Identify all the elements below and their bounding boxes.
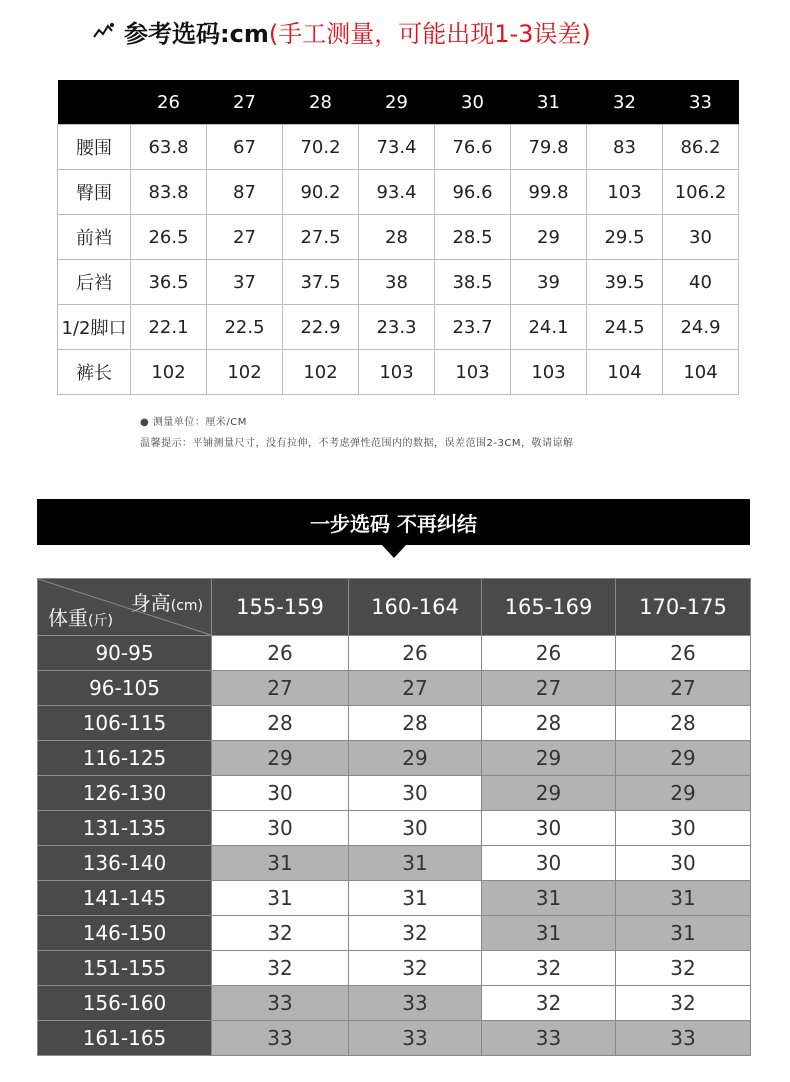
recommended-size-cell: 32 [212,916,349,951]
recommended-size-cell: 29 [616,741,751,776]
weight-axis-label: 体重(斤) [48,606,113,630]
measurement-value: 103 [359,350,435,395]
page-title [92,14,591,48]
measurement-label: 前裆 [58,215,131,260]
measurement-value: 29 [511,215,587,260]
measurement-tip-note: 温馨提示：平铺测量尺寸，没有拉伸，不考虑弹性范围内的数据，误差范围2-3CM，敬请谅解 [140,438,574,449]
measurement-value: 30 [663,215,739,260]
size-guide-banner: 一步选码 不再纠结 [37,499,750,545]
measurement-value: 24.1 [511,305,587,350]
size-header-cell: 27 [207,80,283,125]
recommended-size-cell: 33 [212,986,349,1021]
measurement-value: 29.5 [587,215,663,260]
size-row [58,170,739,215]
recommended-size-cell: 28 [212,706,349,741]
measurement-label: 裤长 [58,350,131,395]
measurement-value: 73.4 [359,125,435,170]
weight-range-label: 136-140 [38,846,212,881]
measurement-value: 24.9 [663,305,739,350]
recommended-size-cell: 29 [616,776,751,811]
height-range-header: 165-169 [482,579,616,636]
weight-range-label: 151-155 [38,951,212,986]
recommended-size-cell: 26 [482,636,616,671]
measurement-value: 93.4 [359,170,435,215]
size-recommendation-table [37,578,751,1056]
measurement-value: 79.8 [511,125,587,170]
title-main: 参考选码:cm [124,19,269,48]
measurement-value: 37.5 [283,260,359,305]
measurement-value: 83 [587,125,663,170]
measurement-value: 99.8 [511,170,587,215]
size-row [58,260,739,305]
height-range-header: 155-159 [212,579,349,636]
recommended-size-cell: 29 [212,741,349,776]
measurement-value: 67 [207,125,283,170]
size-header-row [58,80,739,125]
weight-range-label: 131-135 [38,811,212,846]
measurement-value: 38.5 [435,260,511,305]
size-header-cell: 26 [131,80,207,125]
banner-pointer [382,545,406,558]
chart-row [38,846,751,881]
title-note: (手工测量，可能出现1-3误差) [268,19,591,48]
weight-range-label: 141-145 [38,881,212,916]
measurement-value: 39 [511,260,587,305]
measurement-unit-note: ● 测量单位：厘米/CM [140,417,247,428]
measurement-value: 104 [663,350,739,395]
recommended-size-cell: 30 [212,811,349,846]
recommended-size-cell: 31 [349,846,482,881]
size-row [58,350,739,395]
recommended-size-cell: 30 [349,776,482,811]
recommended-size-cell: 29 [349,741,482,776]
weight-range-label: 156-160 [38,986,212,1021]
recommended-size-cell: 30 [349,811,482,846]
size-header-cell: 33 [663,80,739,125]
chart-row [38,671,751,706]
measurement-value: 86.2 [663,125,739,170]
chart-row [38,776,751,811]
size-row [58,215,739,260]
size-header-cell: 30 [435,80,511,125]
measurement-value: 103 [435,350,511,395]
measurement-value: 102 [131,350,207,395]
weight-range-label: 126-130 [38,776,212,811]
chart-row [38,881,751,916]
recommended-size-cell: 32 [212,951,349,986]
recommended-size-cell: 33 [482,1021,616,1056]
recommended-size-cell: 27 [482,671,616,706]
chart-corner-cell [38,579,212,636]
measurement-value: 39.5 [587,260,663,305]
measurement-label: 腰围 [58,125,131,170]
recommended-size-cell: 27 [349,671,482,706]
measurement-value: 106.2 [663,170,739,215]
recommended-size-cell: 26 [616,636,751,671]
height-axis-label: 身高(cm) [130,591,203,615]
measurement-value: 22.1 [131,305,207,350]
recommended-size-cell: 30 [616,846,751,881]
measurement-value: 22.9 [283,305,359,350]
chart-row [38,741,751,776]
recommended-size-cell: 28 [349,706,482,741]
recommended-size-cell: 33 [349,1021,482,1056]
chart-header-row [38,579,751,636]
recommended-size-cell: 30 [482,846,616,881]
height-range-header: 170-175 [616,579,751,636]
recommended-size-cell: 32 [482,951,616,986]
chart-row [38,986,751,1021]
measurement-value: 23.3 [359,305,435,350]
measurement-value: 38 [359,260,435,305]
recommended-size-cell: 33 [616,1021,751,1056]
size-header-corner [58,80,131,125]
size-row [58,125,739,170]
recommended-size-cell: 32 [349,916,482,951]
recommended-size-cell: 32 [482,986,616,1021]
recommended-size-cell: 31 [212,881,349,916]
chart-row [38,811,751,846]
recommended-size-cell: 31 [482,916,616,951]
chart-row [38,916,751,951]
measurement-value: 76.6 [435,125,511,170]
size-header-cell: 28 [283,80,359,125]
recommended-size-cell: 32 [616,986,751,1021]
measurement-value: 27 [207,215,283,260]
recommended-size-cell: 32 [349,951,482,986]
recommended-size-cell: 27 [212,671,349,706]
recommended-size-cell: 28 [482,706,616,741]
size-measurement-table [57,80,739,395]
measurement-value: 87 [207,170,283,215]
recommended-size-cell: 30 [616,811,751,846]
size-header-cell: 31 [511,80,587,125]
recommended-size-cell: 29 [482,741,616,776]
size-row [58,305,739,350]
measurement-label: 后裆 [58,260,131,305]
recommended-size-cell: 31 [616,916,751,951]
ruler-wave-icon [92,21,116,41]
recommended-size-cell: 30 [482,811,616,846]
measurement-value: 90.2 [283,170,359,215]
measurement-value: 104 [587,350,663,395]
measurement-value: 27.5 [283,215,359,260]
measurement-value: 96.6 [435,170,511,215]
measurement-value: 103 [587,170,663,215]
weight-range-label: 106-115 [38,706,212,741]
weight-range-label: 146-150 [38,916,212,951]
recommended-size-cell: 31 [616,881,751,916]
size-header-cell: 32 [587,80,663,125]
measurement-value: 63.8 [131,125,207,170]
recommended-size-cell: 31 [349,881,482,916]
measurement-value: 23.7 [435,305,511,350]
measurement-value: 70.2 [283,125,359,170]
weight-range-label: 90-95 [38,636,212,671]
measurement-value: 28 [359,215,435,260]
weight-range-label: 161-165 [38,1021,212,1056]
weight-range-label: 116-125 [38,741,212,776]
chart-row [38,1021,751,1056]
chart-row [38,636,751,671]
chart-row [38,951,751,986]
recommended-size-cell: 31 [212,846,349,881]
size-header-cell: 29 [359,80,435,125]
measurement-value: 40 [663,260,739,305]
recommended-size-cell: 29 [482,776,616,811]
measurement-value: 26.5 [131,215,207,260]
measurement-value: 102 [207,350,283,395]
measurement-value: 102 [283,350,359,395]
weight-range-label: 96-105 [38,671,212,706]
measurement-value: 83.8 [131,170,207,215]
recommended-size-cell: 30 [212,776,349,811]
recommended-size-cell: 33 [212,1021,349,1056]
height-range-header: 160-164 [349,579,482,636]
measurement-value: 28.5 [435,215,511,260]
recommended-size-cell: 31 [482,881,616,916]
measurement-label: 1/2脚口 [58,305,131,350]
measurement-value: 22.5 [207,305,283,350]
chart-row [38,706,751,741]
recommended-size-cell: 32 [616,951,751,986]
recommended-size-cell: 33 [349,986,482,1021]
recommended-size-cell: 27 [616,671,751,706]
measurement-value: 24.5 [587,305,663,350]
recommended-size-cell: 26 [349,636,482,671]
recommended-size-cell: 28 [616,706,751,741]
recommended-size-cell: 26 [212,636,349,671]
measurement-label: 臀围 [58,170,131,215]
measurement-value: 36.5 [131,260,207,305]
measurement-value: 37 [207,260,283,305]
measurement-value: 103 [511,350,587,395]
